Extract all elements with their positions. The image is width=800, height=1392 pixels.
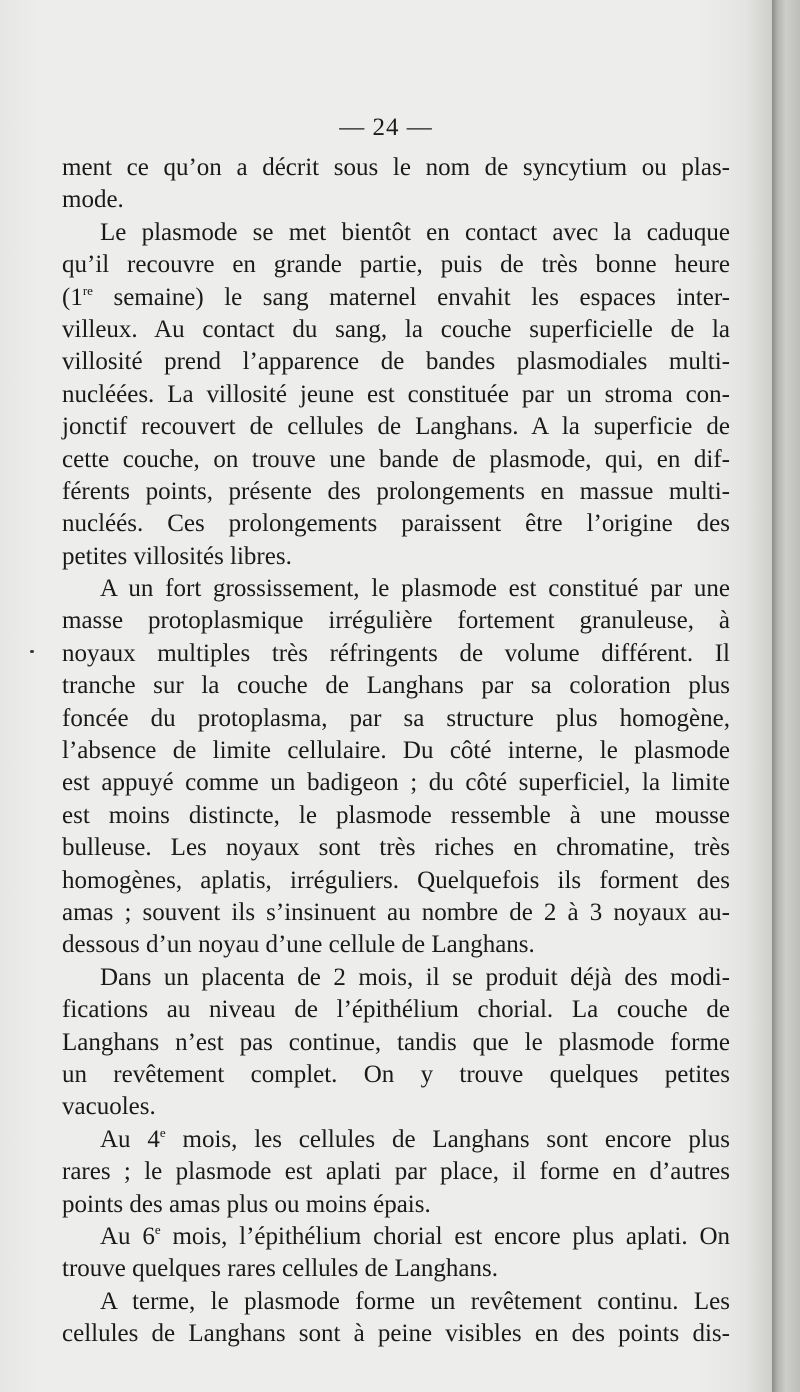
- line-prefix: Au 4: [100, 1125, 160, 1153]
- text-line: [62, 314, 730, 346]
- text-line: [62, 1124, 730, 1156]
- line-text: fications au niveau de l’épithélium chorial. La couche de: [62, 996, 730, 1024]
- line-text: semaine) le sang maternel envahit les espaces inter-: [92, 283, 730, 311]
- line-prefix: Au 6: [100, 1222, 155, 1250]
- superscript: e: [154, 1221, 161, 1237]
- line-text: férents points, présente des prolongements en massue multi-: [62, 477, 730, 505]
- line-text: A terme, le plasmode forme un revêtement continu. Les: [100, 1287, 730, 1315]
- line-text: Le plasmode se met bientôt en contact avec la caduque: [100, 218, 730, 246]
- text-line: [62, 1253, 730, 1285]
- text-line: [62, 962, 730, 994]
- text-line: [62, 605, 730, 637]
- line-text: noyaux multiples très réfringents de volume différent. Il: [62, 639, 730, 667]
- line-text: rares ; le plasmode est aplati par place, il forme en d’autres: [62, 1158, 730, 1186]
- text-line: [62, 541, 730, 573]
- body-text: [62, 152, 730, 1350]
- text-line: [62, 1318, 730, 1350]
- text-line: [62, 638, 730, 670]
- line-text: A un fort grossissement, le plasmode est constitué par une: [100, 575, 730, 603]
- text-line: [62, 1221, 730, 1253]
- line-text: homogènes, aplatis, irréguliers. Quelquefois ils forment des: [62, 866, 730, 894]
- line-text: amas ; souvent ils s’insinuent au nombre de 2 à 3 noyaux au-: [62, 898, 730, 926]
- line-text: villosité prend l’apparence de bandes plasmodiales multi-: [62, 348, 730, 376]
- text-line: [62, 1091, 730, 1123]
- text-line: [62, 800, 730, 832]
- line-text: mois, les cellules de Langhans sont encore plus: [165, 1125, 731, 1153]
- ink-speck: [30, 650, 34, 653]
- line-text: l’absence de limite cellulaire. Du côté interne, le plasmode: [62, 737, 730, 765]
- text-line: [62, 703, 730, 735]
- text-line: [62, 184, 730, 216]
- line-text: trouve quelques rares cellules de Langhans.: [62, 1255, 498, 1283]
- line-text: Dans un placenta de 2 mois, il se produit déjà des modi-: [100, 963, 730, 991]
- text-line: [62, 767, 730, 799]
- line-text: un revêtement complet. On y trouve quelques petites: [62, 1060, 730, 1088]
- line-prefix: (1: [62, 283, 83, 311]
- text-line: [62, 508, 730, 540]
- text-line: [62, 249, 730, 281]
- text-line: [62, 735, 730, 767]
- text-line: [62, 411, 730, 443]
- line-text: masse protoplasmique irrégulière fortement granuleuse, à: [62, 607, 730, 635]
- text-line: [62, 929, 730, 961]
- line-text: dessous d’un noyau d’une cellule de Langhans.: [62, 931, 535, 959]
- line-text: jonctif recouvert de cellules de Langhans. A la superficie de: [62, 413, 730, 441]
- line-text: nucléés. Ces prolongements paraissent être l’origine des: [62, 510, 730, 538]
- text-line: [62, 865, 730, 897]
- superscript: e: [159, 1124, 166, 1140]
- line-text: ment ce qu’on a décrit sous le nom de syncytium ou plas-: [62, 154, 730, 181]
- text-line: [62, 1059, 730, 1091]
- text-line: [62, 444, 730, 476]
- line-text: cellules de Langhans sont à peine visibles en des points dis-: [62, 1320, 730, 1348]
- line-text: tranche sur la couche de Langhans par sa coloration plus: [62, 672, 730, 700]
- line-text: cette couche, on trouve une bande de plasmode, qui, en dif-: [62, 445, 730, 473]
- text-line: [62, 832, 730, 864]
- text-line: [62, 379, 730, 411]
- line-text: villeux. Au contact du sang, la couche superficielle de la: [62, 315, 730, 343]
- text-line: [62, 476, 730, 508]
- line-text: nucléées. La villosité jeune est constituée par un stroma con-: [62, 380, 730, 408]
- line-text: qu’il recouvre en grande partie, puis de très bonne heure: [62, 251, 730, 279]
- text-line: [62, 670, 730, 702]
- line-text: points des amas plus ou moins épais.: [62, 1190, 431, 1218]
- line-text: vacuoles.: [62, 1093, 156, 1121]
- line-text: mode.: [62, 186, 124, 214]
- text-line: [62, 217, 730, 249]
- line-text: est appuyé comme un badigeon ; du côté superficiel, la limite: [62, 769, 730, 797]
- line-text: foncée du protoplasma, par sa structure plus homogène,: [62, 704, 730, 732]
- line-text: Langhans n’est pas continue, tandis que le plasmode forme: [62, 1028, 730, 1056]
- line-text: bulleuse. Les noyaux sont très riches en chromatine, très: [62, 834, 730, 862]
- text-line: [62, 1156, 730, 1188]
- page-number: — 24 —: [339, 114, 433, 141]
- text-line: [62, 1027, 730, 1059]
- text-line: [62, 1189, 730, 1221]
- superscript: re: [82, 282, 93, 298]
- line-text: petites villosités libres.: [62, 542, 292, 570]
- text-line: [62, 152, 730, 184]
- line-text: mois, l’épithélium chorial est encore plus aplati. On: [160, 1222, 730, 1250]
- text-line: [62, 1286, 730, 1318]
- text-line: [62, 897, 730, 929]
- text-line: [62, 346, 730, 378]
- page-edge-shadow: [772, 0, 800, 1392]
- text-line: [62, 573, 730, 605]
- line-text: est moins distincte, le plasmode ressemble à une mousse: [62, 801, 730, 829]
- text-line: [62, 282, 730, 314]
- text-line: [62, 994, 730, 1026]
